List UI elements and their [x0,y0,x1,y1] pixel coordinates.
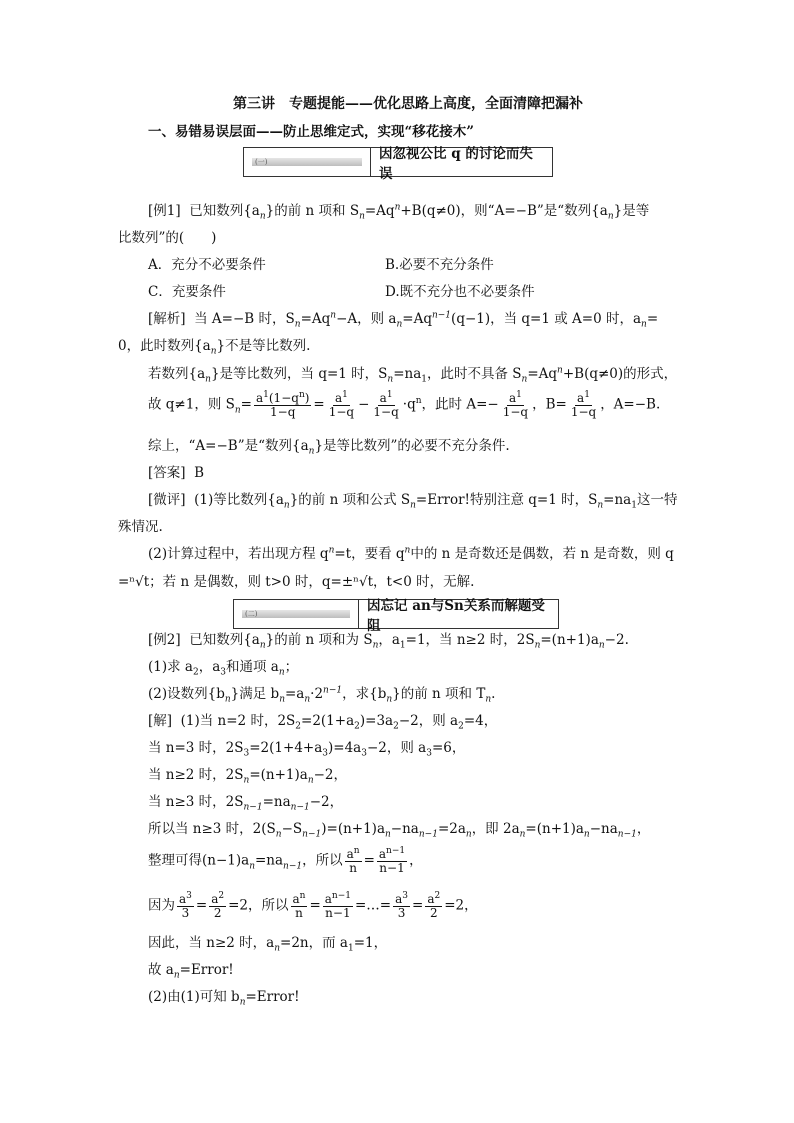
ex2-solution-line9: 故 $a_n=Error$! [148,962,234,981]
ex1-option-d: D.既不充分也不必要条件 [385,284,535,300]
ex1-option-a: A．充分不必要条件 [148,257,266,273]
ex2-solution-line6: 整理可得$(n-1)a_n=na_{n-1}$，所以 $\frac{a^n}{n}$ = $\frac{a^{n-1}}{n-1}$ ， [148,846,423,875]
ex1-solution-line2: 0，此时数列$\{a_n\}$不是等比数列. [118,338,311,357]
ex2-question: [例2] 已知数列$\{a_n\}$的前 n 项和为 $S_n$，$a_1=1$，当 n≥2 时，$2S_n=(n+1)a_n-2$. [148,632,629,651]
ex1-option-c: C．充要条件 [148,284,226,300]
topic-label-1: 因忽视公比 q 的讨论而失误 [379,146,533,182]
topic-tag-1: (一) [255,158,268,166]
ex1-note-line2: 殊情况. [118,519,163,535]
ex1-question-line2: 比数列”的( ) [118,230,217,246]
ex1-question-line1: [例1] 已知数列$\{a_n\}$的前 n 项和 $S_n=Aq^n+B(q\ne 0)$，则“A=−B”是“数列$\{a_n\}$是等 [148,202,650,222]
page-title: 第三讲 专题提能——优化思路上高度，全面清障把漏补 [233,96,583,112]
ex2-solution-line2: 当 n=3 时，$2S_3=2(1+4+a_3)=4a_3-2$，则 $a_3=6$， [148,740,466,759]
ex2-solution-line7: 因为 $\frac{a^3}{3}$ = $\frac{a^2}{2}$ =2，所以 $\frac{a^n}{n}$ = $\frac{a^{n-1}}{n-1}$ =…= $\frac{a^3}{3}$ = $\frac{a^2}{2}$ =2， [148,891,478,920]
ex1-solution-line1: [解析] 当 A=−B 时，$S_n=Aq^n-A$，则 $a_n=Aq^{n-1}(q-1)$，当 q=1 或 A=0 时，$a_n=$ [148,310,659,330]
ex1-option-b: B.必要不充分条件 [385,257,494,273]
section-heading: 一、易错易误层面——防止思维定式，实现“移花接木” [148,124,475,140]
ex2-solution-line8: 因此，当 n≥2 时，$a_n=2n$，而 $a_1=1$， [148,935,388,954]
ex1-solution-line3: 若数列$\{a_n\}$是等比数列，当 q=1 时，$S_n=na_1$，此时不具备 $S_n=Aq^n+B(q\ne 0)$的形式， [148,365,678,385]
ex1-solution-line4: 故 q≠1，则 $S_n=$ $\frac{a^1(1-q^n)}{1-q}$ = $\frac{a^1}{1-q}$ − $\frac{a^1}{1-q}$ $\cdot q^n$，此时 A=− $\frac{a^1}{1-q}$ ，B= $\frac{a^1}{1-q}$ ，A=−B. [148,390,661,419]
ex1-note-line3: (2)计算过程中，若出现方程 $q^n=t$，要看 $q^n$中的 n 是奇数还是偶数，若 n 是奇数，则 q [148,545,674,562]
topic-box-1 [243,146,553,182]
ex1-answer: [答案] B [148,465,205,481]
ex1-solution-line5: 综上，“A=−B”是“数列$\{a_n\}$是等比数列”的必要不充分条件. [148,438,510,457]
topic-tag-2: (二) [245,610,258,618]
ex1-note-line4: =ⁿ√t；若 n 是偶数，则 t>0 时，q=±ⁿ√t，t<0 时，无解. [118,574,475,590]
ex2-solution-line1: [解] (1)当 n=2 时，$2S_2=2(1+a_2)=3a_2-2$，则 $a_2=4$， [148,713,498,732]
ex2-solution-line10: (2)由(1)可知 $b_n=Error$! [148,989,300,1008]
ex2-solution-line5: 所以当 n≥3 时，$2(S_n-S_{n-1})=(n+1)a_n-na_{n-1}=2a_n$，即 $2a_n=(n+1)a_n-na_{n-1}$， [148,821,651,840]
topic-label-2: 因忘记 an与Sn关系而解题受阻 [367,598,545,634]
ex1-note-line1: [微评] (1)等比数列$\{a_n\}$的前 n 项和公式 $S_n=Error$!特别注意 q=1 时，$S_n=na_1$这一特 [148,492,678,511]
ex2-part1: (1)求 $a_2$，$a_3$和通项 $a_n$； [148,659,299,678]
topic-box-2 [233,598,559,634]
ex2-solution-line4: 当 n≥3 时，$2S_{n-1}=na_{n-1}-2$， [148,794,344,813]
ex2-part2: (2)设数列$\{b_n\}$满足 $b_n=a_n\cdot 2^{n-1}$，求$\{b_n\}$的前 n 项和 $T_n$. [148,685,496,705]
ex2-solution-line3: 当 n≥2 时，$2S_n=(n+1)a_n-2$， [148,767,348,786]
